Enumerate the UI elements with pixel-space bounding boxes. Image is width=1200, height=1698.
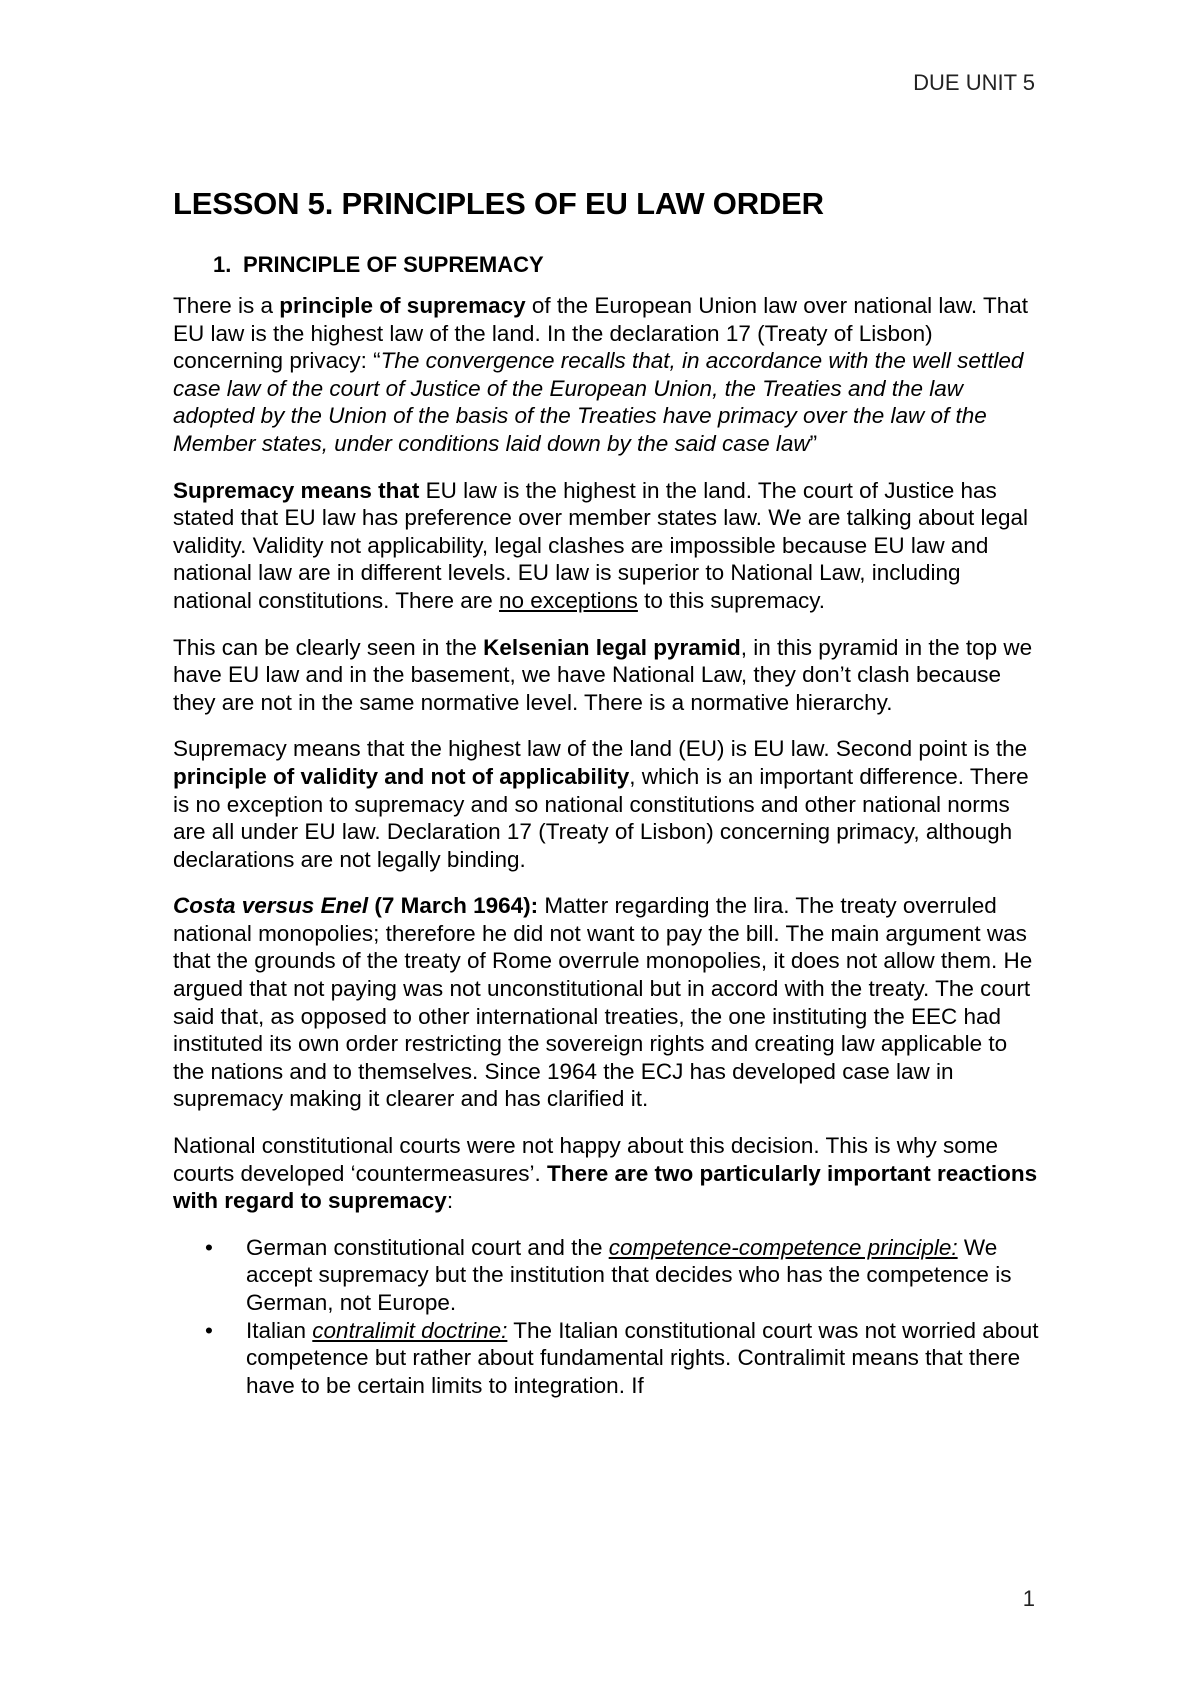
text-run: We accept supremacy but the institution that decides who has the competence is German, not Europe. [246, 1234, 1012, 1315]
list-item [173, 1317, 1043, 1400]
text-run: ” [809, 430, 818, 456]
document-body [173, 186, 1043, 1399]
bullet-icon: • [205, 1234, 213, 1260]
underlined-term: competence-competence principle: [608, 1234, 958, 1260]
paragraph-validity [173, 735, 1043, 873]
paragraph-supremacy-intro [173, 292, 1043, 458]
section-heading [173, 252, 1043, 278]
text-run: to this supremacy. [637, 587, 826, 613]
section-number: 1. [213, 252, 232, 277]
paragraph-costa-enel [173, 892, 1043, 1113]
bold-term: principle of validity and not of applicability [173, 763, 630, 789]
text-run: National constitutional courts were not happy about this decision. This is why some courts developed ‘countermeasures’. [173, 1133, 999, 1186]
text-run: German constitutional court and the [246, 1234, 609, 1260]
text-run: There is a [173, 293, 280, 318]
text-run: Supremacy means that the highest law of the land (EU) is EU law. Second point is the [173, 736, 1028, 762]
text-run: Matter regarding the lira. The treaty overruled national monopolies; therefore he did not want to pay the bill. The main argument was that the grounds of the treaty of Rome overrule monopolies, it does not allow them. He argued that not paying was not unconstitutional but in accord with the treaty. The court said that, as opposed to other international treaties, the one instituting the EEC had instituted its own order restricting the sovereign rights and creating law applicable to the nations and to themselves. Since 1964 the ECJ has developed case law in supremacy making it clearer and has clarified it. [173, 893, 1033, 1112]
bold-term: There are two particularly important reactions with regard to supremacy [173, 1160, 1038, 1214]
lesson-title: LESSON 5. PRINCIPLES OF EU LAW ORDER [173, 186, 824, 221]
bold-term: Supremacy means that [173, 477, 420, 503]
text-run: The Italian constitutional court was not worried about competence but rather about fundamental rights. Contralimit means that there have to be certain limits to integration. If [246, 1317, 1039, 1398]
paragraph-reactions [173, 1132, 1043, 1215]
list-item [173, 1234, 1043, 1317]
text-run: : [446, 1188, 454, 1214]
text-run: , in this pyramid in the top we have EU law and in the basement, we have National Law, they don’t clash because they are not in the same normative level. There is a normative hierarchy. [173, 634, 1033, 715]
case-name: Costa versus Enel [173, 893, 369, 919]
paragraph-kelsenian-pyramid [173, 634, 1043, 717]
text-run: , which is an important difference. There is no exception to supremacy and so national constitutions and other national norms are all under EU law. Declaration 17 (Treaty of Lisbon) concerning primacy, although declarations are not legally binding. [173, 763, 1029, 872]
text-run: Italian [246, 1317, 313, 1343]
reactions-list [173, 1234, 1043, 1400]
text-run: This can be clearly seen in the [173, 634, 484, 660]
text-run: EU law is the highest in the land. The court of Justice has stated that EU law has preference over member states law. We are talking about legal validity. Validity not applicability, legal clashes are impossible because EU law and national law are in different levels. EU law is superior to National Law, including national constitutions. There are [173, 477, 1029, 613]
case-date: (7 March 1964): [368, 893, 539, 919]
paragraph-supremacy-meaning [173, 477, 1043, 615]
underlined-term: contralimit doctrine: [312, 1317, 508, 1343]
bold-term: principle of supremacy [279, 293, 526, 318]
text-run: of the European Union law over national law. That EU law is the highest law of the land. In the declaration 17 (Treaty of Lisbon) concerning privacy: “ [173, 293, 1029, 374]
section-title: PRINCIPLE OF SUPREMACY [243, 252, 544, 277]
bold-term: Kelsenian legal pyramid [483, 634, 741, 660]
page-number: 1 [1022, 1586, 1035, 1611]
bullet-icon: • [205, 1317, 213, 1343]
underlined-term: no exceptions [499, 587, 638, 613]
running-header: DUE UNIT 5 [913, 70, 1035, 95]
quote-italic: The convergence recalls that, in accordance with the well settled case law of the court of Justice of the European Union, the Treaties and the law adopted by the Union of the basis of the Treaties have primacy over the law of the Member states, under conditions laid down by the said case law [173, 348, 1024, 456]
